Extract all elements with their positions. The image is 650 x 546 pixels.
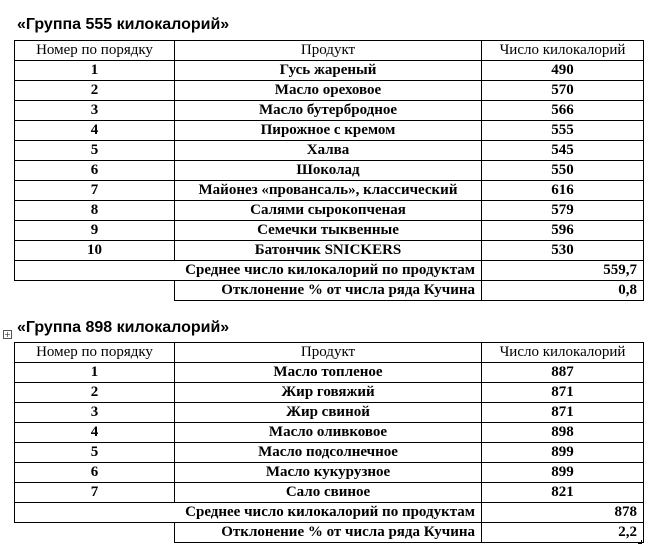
group1-table — [14, 40, 644, 301]
calorie-value-cell: 899 — [482, 463, 644, 483]
row-number-cell: 1 — [15, 61, 175, 81]
product-name-cell: Масло оливковое — [175, 423, 482, 443]
calorie-value-cell: 555 — [482, 121, 644, 141]
table-row — [15, 121, 644, 141]
product-name-cell: Масло кукурузное — [175, 463, 482, 483]
product-name-cell: Шоколад — [175, 161, 482, 181]
row-number-cell: 7 — [15, 483, 175, 503]
table-row — [15, 241, 644, 261]
calorie-value-cell: 887 — [482, 363, 644, 383]
calorie-value-cell: 550 — [482, 161, 644, 181]
product-name-cell: Масло топленое — [175, 363, 482, 383]
row-number-cell: 2 — [15, 383, 175, 403]
deviation-spacer — [15, 281, 175, 301]
column-header-number: Номер по порядку — [15, 343, 175, 363]
row-number-cell: 4 — [15, 423, 175, 443]
product-name-cell: Масло ореховое — [175, 81, 482, 101]
row-number-cell: 5 — [15, 141, 175, 161]
product-name-cell: Жир свиной — [175, 403, 482, 423]
table-row — [15, 363, 644, 383]
row-number-cell: 5 — [15, 443, 175, 463]
group2-table — [14, 342, 644, 543]
table-row — [15, 403, 644, 423]
table-row — [15, 61, 644, 81]
row-number-cell: 7 — [15, 181, 175, 201]
table-row — [15, 483, 644, 503]
column-header-product: Продукт — [175, 343, 482, 363]
column-header-product: Продукт — [175, 41, 482, 61]
calorie-value-cell: 530 — [482, 241, 644, 261]
table-row — [15, 463, 644, 483]
average-value: 878 — [482, 503, 644, 523]
deviation-spacer — [15, 523, 175, 543]
calorie-value-cell: 596 — [482, 221, 644, 241]
deviation-row — [15, 281, 644, 301]
calorie-value-cell: 490 — [482, 61, 644, 81]
row-number-cell: 6 — [15, 463, 175, 483]
product-name-cell: Салями сырокопченая — [175, 201, 482, 221]
table-row — [15, 443, 644, 463]
average-label: Среднее число килокалорий по продуктам — [15, 261, 482, 281]
row-number-cell: 9 — [15, 221, 175, 241]
row-number-cell: 2 — [15, 81, 175, 101]
average-row — [15, 261, 644, 281]
product-name-cell: Пирожное с кремом — [175, 121, 482, 141]
table-row — [15, 141, 644, 161]
calorie-value-cell: 579 — [482, 201, 644, 221]
table-header-row — [15, 41, 644, 61]
table-row — [15, 161, 644, 181]
calorie-value-cell: 899 — [482, 443, 644, 463]
row-number-cell: 6 — [15, 161, 175, 181]
calorie-value-cell: 871 — [482, 383, 644, 403]
average-row — [15, 503, 644, 523]
calorie-value-cell: 871 — [482, 403, 644, 423]
average-value: 559,7 — [482, 261, 644, 281]
deviation-label: Отклонение % от числа ряда Кучина — [175, 281, 482, 301]
group1-title: «Группа 555 килокалорий» — [17, 16, 230, 33]
product-name-cell: Майонез «провансаль», классический — [175, 181, 482, 201]
row-number-cell: 4 — [15, 121, 175, 141]
group2-title: «Группа 898 килокалорий» — [17, 319, 230, 336]
deviation-value: 0,8 — [482, 281, 644, 301]
product-name-cell: Батончик SNICKERS — [175, 241, 482, 261]
table-row — [15, 181, 644, 201]
table-row — [15, 81, 644, 101]
product-name-cell: Халва — [175, 141, 482, 161]
row-number-cell: 8 — [15, 201, 175, 221]
page-corner-mark — [638, 540, 642, 544]
product-name-cell: Масло подсолнечное — [175, 443, 482, 463]
product-name-cell: Семечки тыквенные — [175, 221, 482, 241]
calorie-value-cell: 821 — [482, 483, 644, 503]
calorie-value-cell: 616 — [482, 181, 644, 201]
row-number-cell: 3 — [15, 403, 175, 423]
product-name-cell: Масло бутербродное — [175, 101, 482, 121]
calorie-value-cell: 570 — [482, 81, 644, 101]
table-row — [15, 383, 644, 403]
deviation-row — [15, 523, 644, 543]
row-number-cell: 1 — [15, 363, 175, 383]
product-name-cell: Гусь жареный — [175, 61, 482, 81]
deviation-value: 2,2 — [482, 523, 644, 543]
average-label: Среднее число килокалорий по продуктам — [15, 503, 482, 523]
column-header-number: Номер по порядку — [15, 41, 175, 61]
table-row — [15, 101, 644, 121]
table-row — [15, 201, 644, 221]
table-row — [15, 423, 644, 443]
table-header-row — [15, 343, 644, 363]
calorie-value-cell: 566 — [482, 101, 644, 121]
table-move-handle-icon[interactable]: + — [4, 330, 11, 339]
column-header-calories: Число килокалорий — [482, 343, 644, 363]
calorie-value-cell: 545 — [482, 141, 644, 161]
deviation-label: Отклонение % от числа ряда Кучина — [175, 523, 482, 543]
column-header-calories: Число килокалорий — [482, 41, 644, 61]
product-name-cell: Сало свиное — [175, 483, 482, 503]
row-number-cell: 3 — [15, 101, 175, 121]
row-number-cell: 10 — [15, 241, 175, 261]
table-row — [15, 221, 644, 241]
product-name-cell: Жир говяжий — [175, 383, 482, 403]
calorie-value-cell: 898 — [482, 423, 644, 443]
